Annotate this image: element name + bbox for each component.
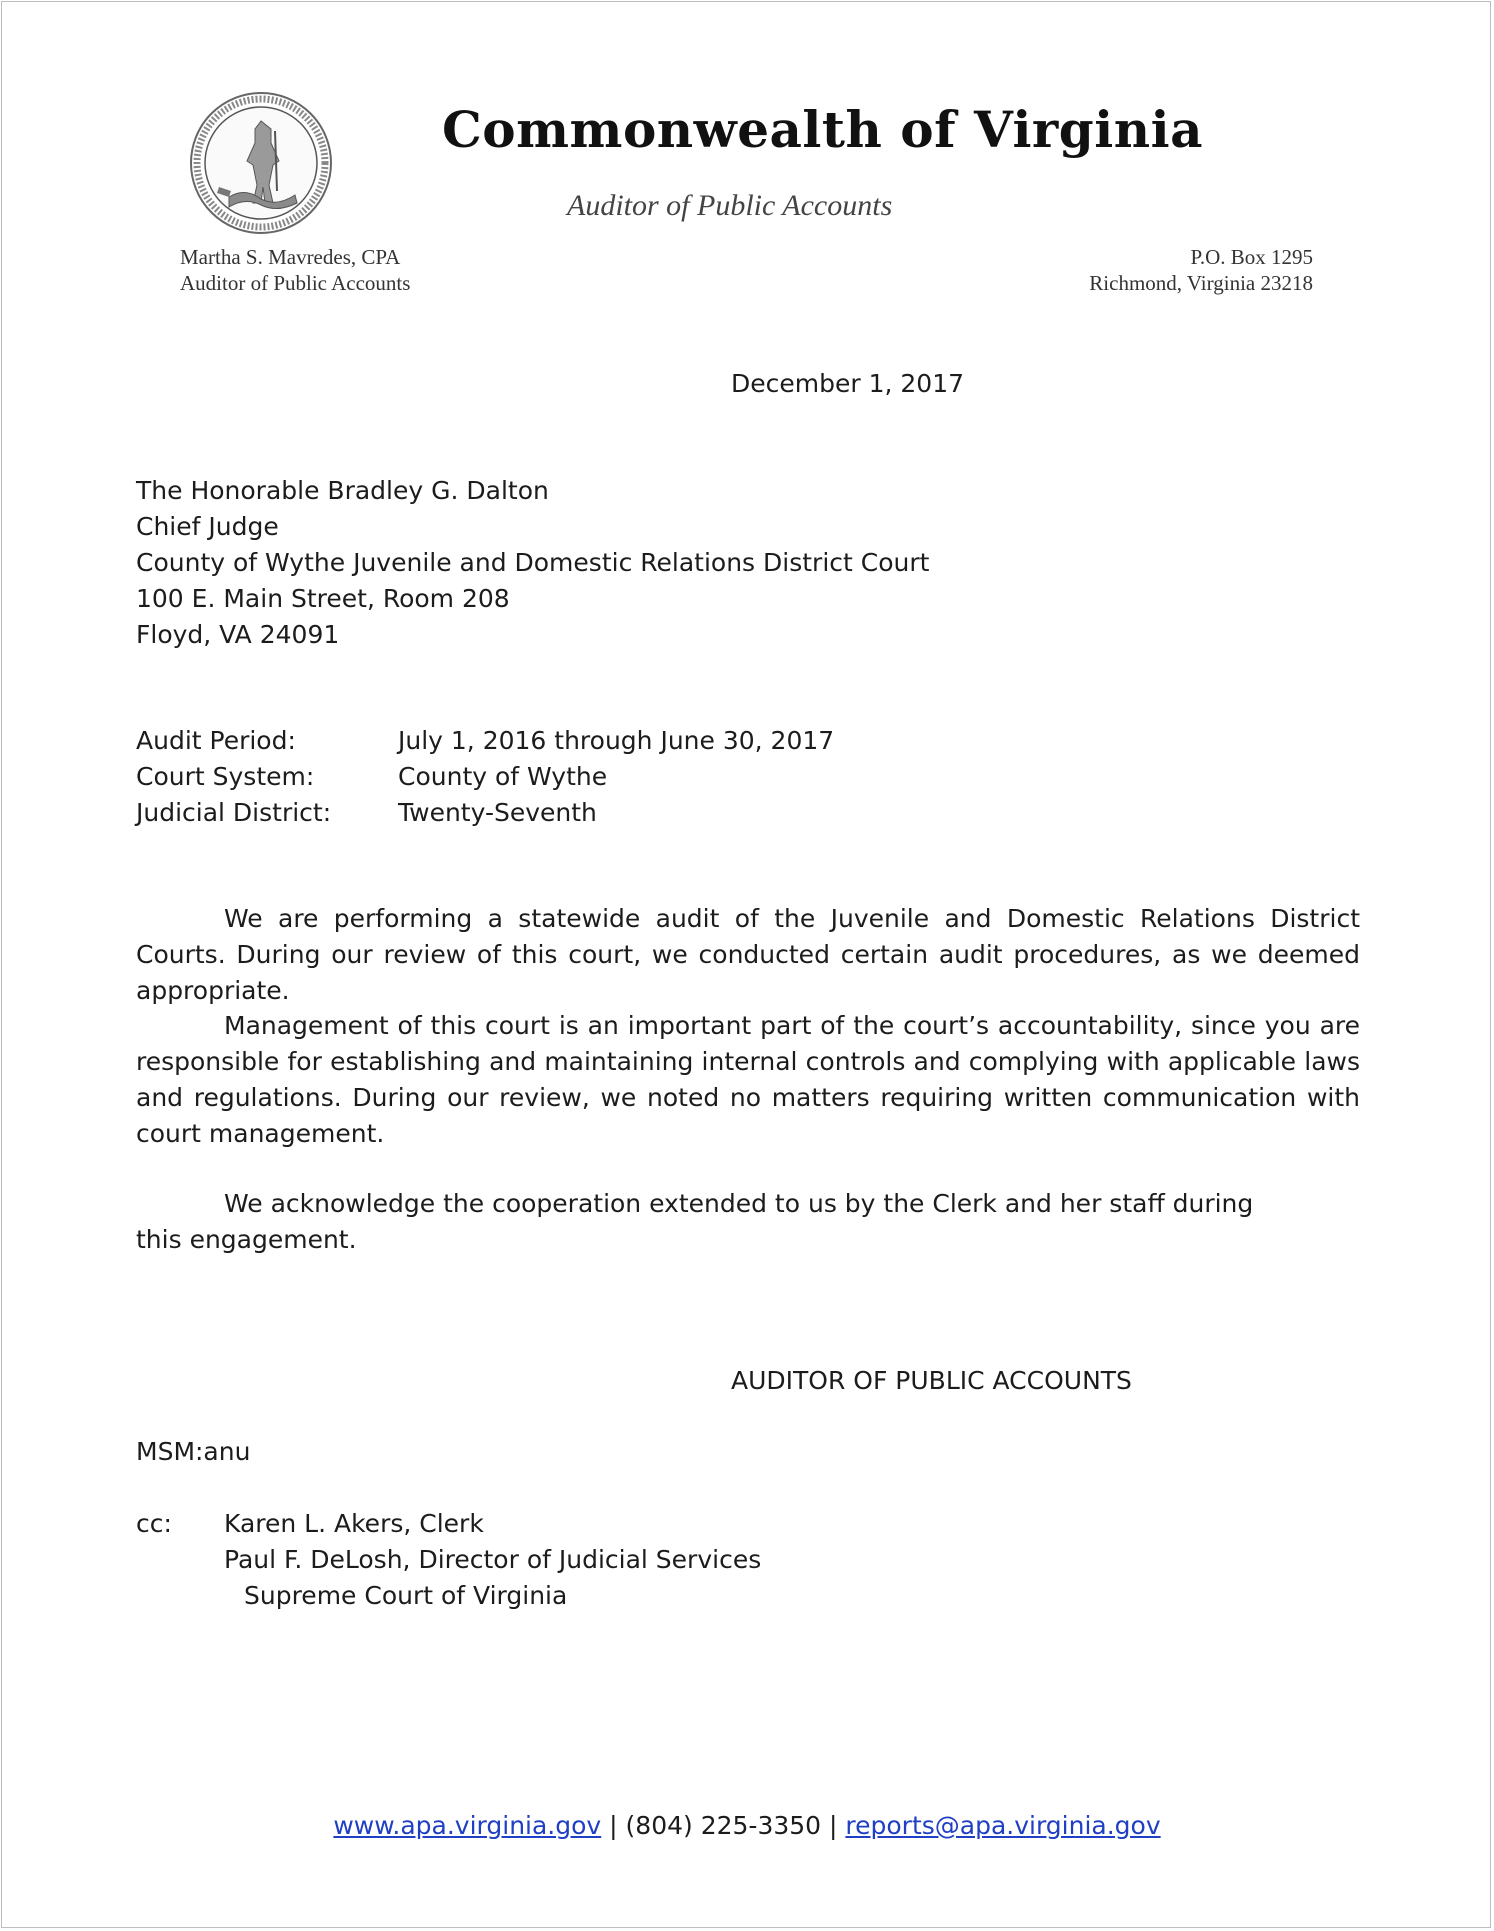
recipient-line: Chief Judge bbox=[136, 512, 279, 541]
auditor-name: Martha S. Mavredes, CPA bbox=[180, 245, 401, 269]
court-system-value: County of Wythe bbox=[398, 762, 608, 791]
court-system-label: Court System: bbox=[136, 762, 315, 791]
po-box: P.O. Box 1295 bbox=[1190, 245, 1313, 269]
cc-recipient: Supreme Court of Virginia bbox=[244, 1581, 568, 1610]
body-paragraph bbox=[136, 901, 1360, 1009]
paragraph-text: Management of this court is an important part of the court’s accountability, since you are responsible for establishing and maintaining internal controls and complying with applicable laws and regulations. During our review, we noted no matters requiring written communication with court management. bbox=[136, 1011, 1360, 1148]
paragraph-text: We are performing a statewide audit of the Juvenile and Domestic Relations District Courts. During our review of this court, we conducted certain audit procedures, as we deemed appropriate. bbox=[136, 904, 1360, 1005]
website-link[interactable]: www.apa.virginia.gov bbox=[333, 1811, 602, 1840]
letterhead-subtitle: Auditor of Public Accounts bbox=[567, 189, 893, 222]
judicial-district-label: Judicial District: bbox=[136, 798, 332, 827]
body-paragraph bbox=[136, 1186, 1286, 1258]
recipient-line: The Honorable Bradley G. Dalton bbox=[136, 476, 549, 505]
recipient-line: County of Wythe Juvenile and Domestic Relations District Court bbox=[136, 548, 930, 577]
virginia-state-seal-icon bbox=[189, 91, 333, 235]
recipient-address bbox=[136, 473, 929, 653]
cc-recipient: Karen L. Akers, Clerk bbox=[224, 1509, 484, 1538]
recipient-line: 100 E. Main Street, Room 208 bbox=[136, 584, 510, 613]
recipient-line: Floyd, VA 24091 bbox=[136, 620, 340, 649]
auditor-name-block bbox=[180, 244, 410, 296]
signature-block: AUDITOR OF PUBLIC ACCOUNTS bbox=[731, 1366, 1132, 1395]
letterhead-title: Commonwealth of Virginia bbox=[442, 100, 1203, 159]
footer-contact bbox=[2, 1808, 1492, 1844]
cc-recipient: Paul F. DeLosh, Director of Judicial Services bbox=[224, 1545, 762, 1574]
paragraph-text: We acknowledge the cooperation extended to us by the Clerk and her staff during this engagement. bbox=[136, 1189, 1254, 1254]
judicial-district-value: Twenty-Seventh bbox=[398, 798, 597, 827]
auditor-title: Auditor of Public Accounts bbox=[180, 271, 411, 295]
letter-date: December 1, 2017 bbox=[731, 369, 965, 398]
cc-label: cc: bbox=[136, 1509, 172, 1538]
reference-initials: MSM:anu bbox=[136, 1437, 251, 1466]
audit-period-value: July 1, 2016 through June 30, 2017 bbox=[398, 726, 835, 755]
phone-number: | (804) 225-3350 | bbox=[601, 1811, 846, 1840]
office-address-block bbox=[1089, 244, 1313, 296]
letter-page bbox=[1, 1, 1491, 1928]
body-paragraph bbox=[136, 1008, 1360, 1152]
audit-period-label: Audit Period: bbox=[136, 726, 296, 755]
city-state-zip: Richmond, Virginia 23218 bbox=[1089, 271, 1313, 295]
email-link[interactable]: reports@apa.virginia.gov bbox=[845, 1811, 1161, 1840]
cc-list bbox=[224, 1506, 761, 1614]
